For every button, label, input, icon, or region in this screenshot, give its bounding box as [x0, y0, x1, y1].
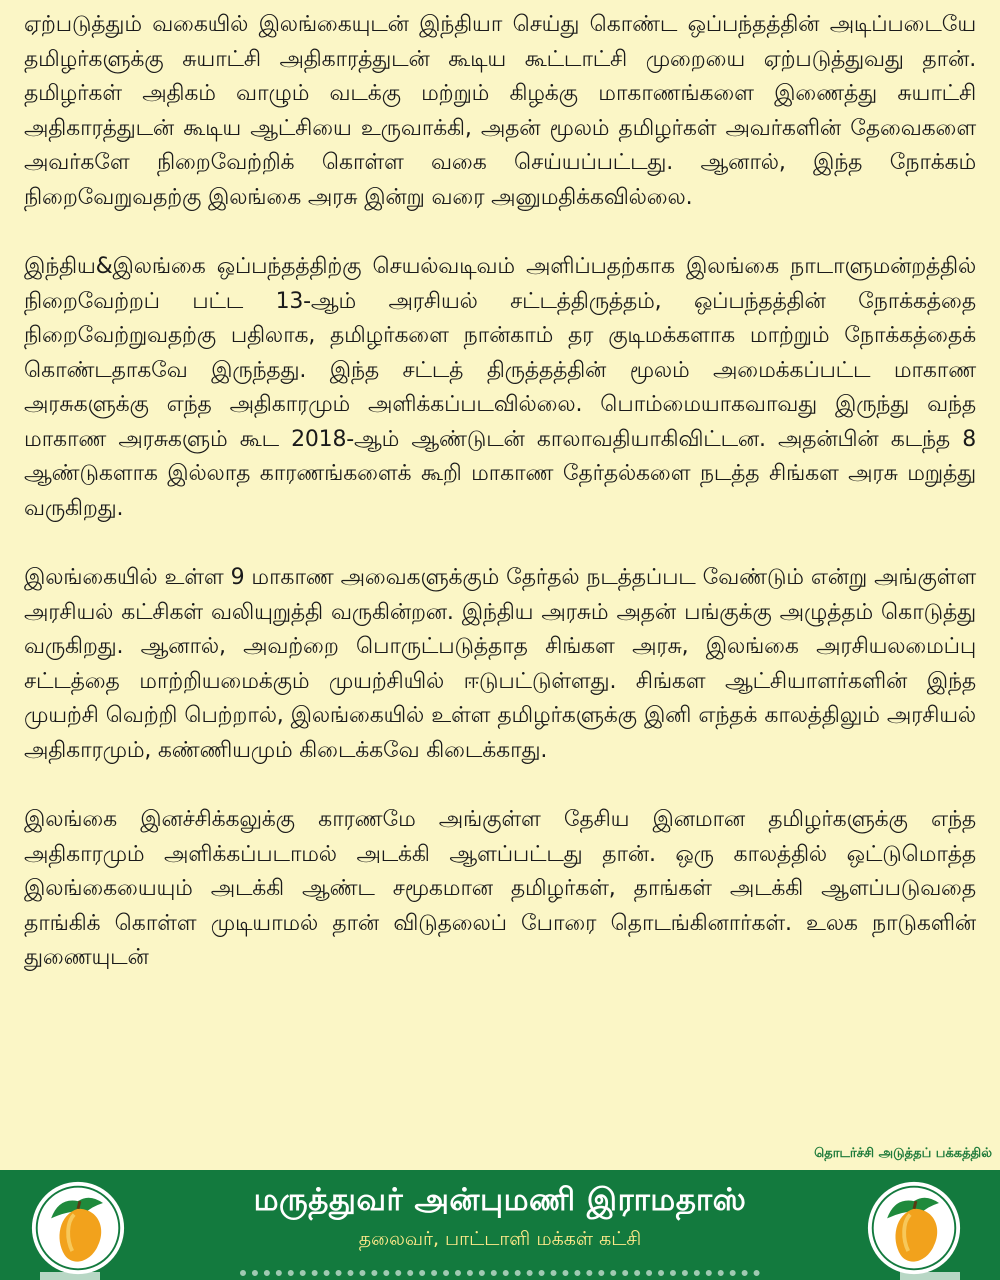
- footer-divider: [900, 1272, 960, 1280]
- author-name: மருத்துவர் அன்புமணி இராமதாஸ்: [253, 1182, 747, 1218]
- paragraph-1: ஏற்படுத்தும் வகையில் இலங்கையுடன் இந்தியா செய்து கொண்ட ஒப்பந்தத்தின் அடிப்படையே தமிழர்களுக்கு சுயாட்சி அதிகாரத்துடன் கூடிய கூட்டாட்சி முறையை ஏற்படுத்துவது தான். தமிழர்கள் அதிகம் வாழும் வடக்கு மற்றும் கிழக்கு மாகாணங்களை இணைத்து சுயாட்சி அதிகாரத்துடன் கூடிய ஆட்சியை உருவாக்கி, அதன் மூலம் தமிழர்கள் அவர்களின் தேவைகளை அவர்களே நிறைவேற்றிக் கொள்ள வகை செய்யப்பட்டது. ஆனால், இந்த நோக்கம் நிறைவேறுவதற்கு இலங்கை அரசு இன்று வரை அனுமதிக்கவில்லை.: [24, 12, 976, 210]
- author-role: தலைவர், பாட்டாளி மக்கள் கட்சி: [358, 1228, 642, 1250]
- footer-divider: [40, 1272, 100, 1280]
- paragraph-3: இலங்கையில் உள்ள 9 மாகாண அவைகளுக்கும் தேர்தல் நடத்தப்பட வேண்டும் என்று அங்குள்ள அரசியல் கட்சிகள் வலியுறுத்தி வருகின்றன. இந்திய அரசும் அதன் பங்குக்கு அழுத்தம் கொடுத்து வருகிறது. ஆனால், அவற்றை பொருட்படுத்தாத சிங்கள அரசு, இலங்கை அரசியலமைப்பு சட்டத்தை மாற்றியமைக்கும் முயற்சியில் ஈடுபட்டுள்ளது. சிங்கள ஆட்சியாளர்களின் இந்த முயற்சி வெற்றி பெற்றால், இலங்கையில் உள்ள தமிழர்களுக்கு இனி எந்தக் காலத்திலும் அரசியல் அதிகாரமும், கண்ணியமும் கிடைக்கவே கிடைக்காது.: [24, 565, 976, 763]
- paragraph-4: இலங்கை இனச்சிக்கலுக்கு காரணமே அங்குள்ள தேசிய இனமான தமிழர்களுக்கு எந்த அதிகாரமும் அளிக்கப்படாமல் அடக்கி ஆளப்பட்டது தான். ஒரு காலத்தில் ஒட்டுமொத்த இலங்கையையும் அடக்கி ஆண்ட சமூகமான தமிழர்கள், தாங்கள் அடக்கி ஆளப்படுவதை தாங்கிக் கொள்ள முடியாமல் தான் விடுதலைப் போரை தொடங்கினார்கள். உலக நாடுகளின் துணையுடன்: [24, 807, 976, 970]
- footer-divider: [240, 1270, 760, 1280]
- paragraph-2: இந்திய&இலங்கை ஒப்பந்தத்திற்கு செயல்வடிவம் அளிப்பதற்காக இலங்கை நாடாளுமன்றத்தில் நிறைவேற்றப் பட்ட 13-ஆம் அரசியல் சட்டத்திருத்தம், ஒப்பந்தத்தின் நோக்கத்தை நிறைவேற்றுவதற்கு பதிலாக, தமிழர்களை நான்காம் தர குடிமக்களாக மாற்றும் நோக்கத்தைக் கொண்டதாகவே இருந்தது. இந்த சட்டத் திருத்தத்தின் மூலம் அமைக்கப்பட்ட மாகாண அரசுகளுக்கு எந்த அதிகாரமும் அளிக்கப்படவில்லை. பொம்மையாகவாவது இருந்து வந்த மாகாண அரசுகளும் கூட 2018-ஆம் ஆண்டுடன் காலாவதியாகிவிட்டன. அதன்பின் கடந்த 8 ஆண்டுகளாக இல்லாத காரணங்களைக் கூறி மாகாண தேர்தல்களை நடத்த சிங்கள அரசு மறுத்து வருகிறது.: [24, 254, 976, 521]
- letter-body: [24, 8, 976, 1011]
- continued-note: தொடர்ச்சி அடுத்தப் பக்கத்தில்: [814, 1146, 992, 1161]
- footer-banner: [0, 1170, 1000, 1280]
